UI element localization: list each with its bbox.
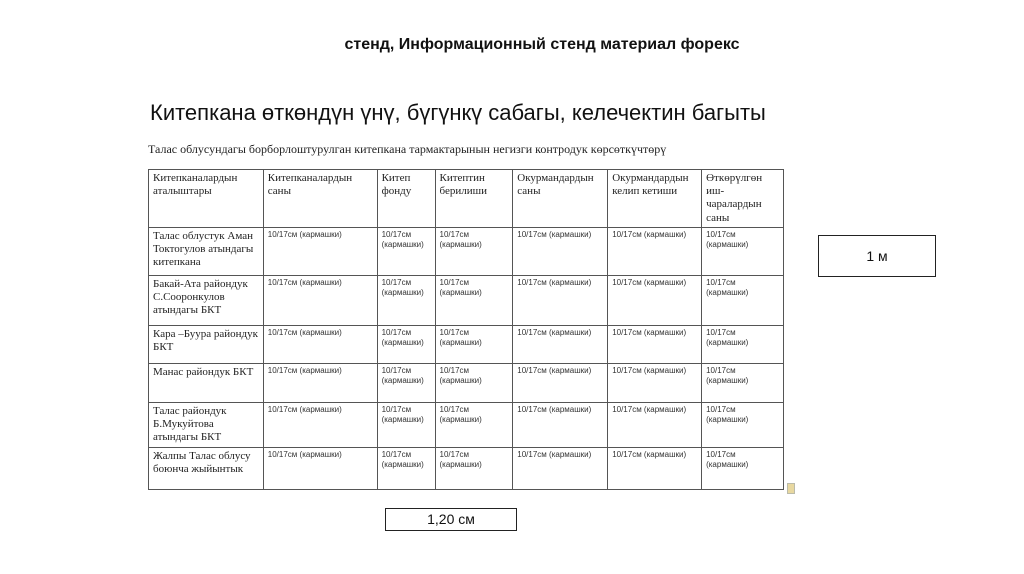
value-cell: 10/17см (кармашки) (608, 363, 702, 402)
library-name-cell: Талас райондук Б.Мукуйтова атындагы БКТ (149, 402, 264, 447)
table-row (149, 402, 784, 447)
slide-subtitle: стенд, Информационный стенд материал форекс (344, 36, 740, 53)
value-cell: 10/17см (кармашки) (377, 325, 435, 363)
value-cell: 10/17см (кармашки) (702, 325, 784, 363)
header-cell: Китепканалардын аталыштары (149, 170, 264, 228)
table-row (149, 227, 784, 275)
table-row (149, 325, 784, 363)
value-cell: 10/17см (кармашки) (513, 227, 608, 275)
value-cell: 10/17см (кармашки) (263, 363, 377, 402)
value-cell: 10/17см (кармашки) (263, 227, 377, 275)
height-label-box: 1 м (818, 235, 936, 277)
value-cell: 10/17см (кармашки) (263, 447, 377, 489)
value-cell: 10/17см (кармашки) (263, 402, 377, 447)
table-row (149, 363, 784, 402)
value-cell: 10/17см (кармашки) (608, 325, 702, 363)
library-name-cell: Жалпы Талас облусу боюнча жыйынтык (149, 447, 264, 489)
value-cell: 10/17см (кармашки) (263, 275, 377, 325)
table-caption: Талас облусундагы борборлоштурулган китепкана тармактарынын негизги контродук көрсөткүчтөрү (148, 142, 667, 156)
value-cell: 10/17см (кармашки) (435, 447, 513, 489)
value-cell: 10/17см (кармашки) (263, 325, 377, 363)
indicators-table (148, 169, 784, 490)
library-name-cell: Кара –Буура райондук БКТ (149, 325, 264, 363)
table-row (149, 447, 784, 489)
value-cell: 10/17см (кармашки) (377, 363, 435, 402)
value-cell: 10/17см (кармашки) (435, 325, 513, 363)
library-name-cell: Манас райондук БКТ (149, 363, 264, 402)
library-name-cell: Бакай-Ата райондук С.Сооронкулов атындагы БКТ (149, 275, 264, 325)
value-cell: 10/17см (кармашки) (702, 275, 784, 325)
table-row (149, 275, 784, 325)
header-cell: Китепканалардын саны (263, 170, 377, 228)
header-cell: Окурмандардын келип кетиши (608, 170, 702, 228)
value-cell: 10/17см (кармашки) (435, 275, 513, 325)
value-cell: 10/17см (кармашки) (702, 227, 784, 275)
value-cell: 10/17см (кармашки) (377, 275, 435, 325)
library-name-cell: Талас облустук Аман Токтогулов атындагы китепкана (149, 227, 264, 275)
header-cell: Китеп фонду (377, 170, 435, 228)
value-cell: 10/17см (кармашки) (377, 447, 435, 489)
table-header-row (149, 170, 784, 228)
value-cell: 10/17см (кармашки) (435, 363, 513, 402)
width-label-box: 1,20 см (385, 508, 517, 531)
value-cell: 10/17см (кармашки) (513, 325, 608, 363)
value-cell: 10/17см (кармашки) (377, 227, 435, 275)
value-cell: 10/17см (кармашки) (608, 402, 702, 447)
value-cell: 10/17см (кармашки) (513, 447, 608, 489)
value-cell: 10/17см (кармашки) (435, 402, 513, 447)
value-cell: 10/17см (кармашки) (702, 363, 784, 402)
value-cell: 10/17см (кармашки) (513, 363, 608, 402)
value-cell: 10/17см (кармашки) (702, 447, 784, 489)
slide-title: Китепкана өткөндүн үнү, бүгүнкү сабагы, келечектин багыты (150, 100, 766, 125)
value-cell: 10/17см (кармашки) (435, 227, 513, 275)
header-cell: Өткөрүлгөн иш-чаралардын саны (702, 170, 784, 228)
value-cell: 10/17см (кармашки) (608, 447, 702, 489)
value-cell: 10/17см (кармашки) (702, 402, 784, 447)
paste-icon (787, 483, 795, 494)
value-cell: 10/17см (кармашки) (377, 402, 435, 447)
value-cell: 10/17см (кармашки) (513, 275, 608, 325)
value-cell: 10/17см (кармашки) (608, 275, 702, 325)
value-cell: 10/17см (кармашки) (513, 402, 608, 447)
header-cell: Окурмандардын саны (513, 170, 608, 228)
value-cell: 10/17см (кармашки) (608, 227, 702, 275)
header-cell: Китептин берилиши (435, 170, 513, 228)
